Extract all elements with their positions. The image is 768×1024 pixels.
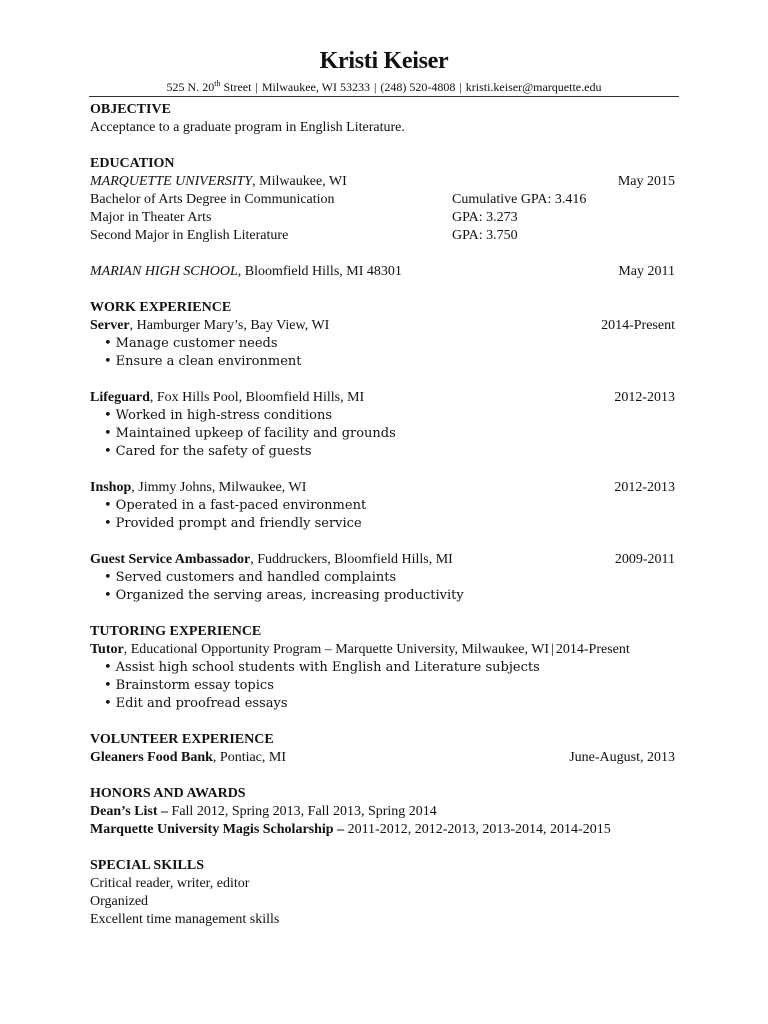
- list-item: • Organized the serving areas, increasing productivity: [104, 587, 675, 605]
- list-item: • Cared for the safety of guests: [104, 443, 675, 461]
- separator: |: [373, 80, 377, 94]
- degree: Bachelor of Arts Degree in Communication: [90, 192, 335, 207]
- list-item: • Brainstorm essay topics: [104, 677, 675, 695]
- job-date: 2014-Present: [601, 318, 675, 333]
- list-item: • Maintained upkeep of facility and grounds: [104, 425, 675, 443]
- job-duties: [90, 497, 675, 533]
- gpa: Cumulative GPA: 3.416: [452, 192, 587, 207]
- volunteer-section: [90, 731, 675, 767]
- job-place: , Educational Opportunity Program – Marquette University, Milwaukee, WI: [123, 642, 550, 657]
- list-item: • Manage customer needs: [104, 335, 675, 353]
- highschool-row: [90, 263, 675, 281]
- contact-line: [89, 76, 679, 97]
- objective-section: [90, 101, 675, 137]
- list-item: • Ensure a clean environment: [104, 353, 675, 371]
- job-place: , Fuddruckers, Bloomfield Hills, MI: [250, 552, 453, 567]
- job-entry: [90, 389, 675, 461]
- job-date: 2012-2013: [614, 480, 675, 495]
- graduation-date: May 2015: [617, 174, 675, 189]
- section-title: TUTORING EXPERIENCE: [90, 624, 262, 639]
- list-item: • Assist high school students with English and Literature subjects: [104, 659, 675, 677]
- major-row: [90, 209, 675, 227]
- gpa: GPA: 3.750: [452, 228, 518, 243]
- candidate-name: Kristi Keiser: [319, 48, 449, 74]
- job-place: , Fox Hills Pool, Bloomfield Hills, MI: [149, 390, 365, 405]
- skill-item: Critical reader, writer, editor: [90, 876, 250, 891]
- tutor-entry: [90, 641, 675, 659]
- list-item: • Worked in high-stress conditions: [104, 407, 675, 425]
- volunteer-date: June-August, 2013: [569, 750, 675, 765]
- job-duties: [90, 407, 675, 461]
- university-row: [90, 173, 675, 191]
- separator: |: [459, 80, 462, 94]
- school-location: , Bloomfield Hills, MI 48301: [237, 264, 402, 279]
- job-role: Tutor: [90, 642, 124, 657]
- section-title: WORK EXPERIENCE: [90, 300, 232, 315]
- address: 525 N. 20th Street: [166, 79, 252, 94]
- resume-header: [0, 0, 768, 97]
- job-date: 2009-2011: [614, 552, 675, 567]
- school-name: MARIAN HIGH SCHOOL: [90, 264, 238, 279]
- honor-item: Marquette University Magis Scholarship – 2011-2012, 2012-2013, 2013-2014, 2014-2015: [90, 822, 611, 837]
- separator: |: [255, 80, 258, 94]
- objective-text: Acceptance to a graduate program in English Literature.: [90, 120, 405, 135]
- email: kristi.keiser@marquette.edu: [465, 80, 602, 94]
- volunteer-org: Gleaners Food Bank: [90, 750, 213, 765]
- job-role: Server: [90, 318, 130, 333]
- job-duties: [90, 659, 675, 713]
- job-role: Guest Service Ambassador: [90, 552, 251, 567]
- phone: (248) 520-4808: [380, 80, 456, 94]
- honors-section: [90, 785, 675, 839]
- section-title: EDUCATION: [90, 156, 175, 171]
- school-location: , Milwaukee, WI: [252, 174, 347, 189]
- job-duties: [90, 569, 675, 605]
- school-name: MARQUETTE UNIVERSITY: [90, 174, 253, 189]
- job-date: 2014-Present: [555, 642, 630, 657]
- honor-item: Dean’s List – Fall 2012, Spring 2013, Fall 2013, Spring 2014: [90, 804, 437, 819]
- list-item: • Provided prompt and friendly service: [104, 515, 675, 533]
- volunteer-place: , Pontiac, MI: [212, 750, 287, 765]
- second-major: Second Major in English Literature: [90, 228, 289, 243]
- section-title: HONORS AND AWARDS: [90, 786, 246, 801]
- job-role: Lifeguard: [90, 390, 150, 405]
- major: Major in Theater Arts: [90, 210, 212, 225]
- list-item: • Operated in a fast-paced environment: [104, 497, 675, 515]
- skills-section: [90, 857, 675, 929]
- section-title: OBJECTIVE: [90, 102, 171, 117]
- job-entry: [90, 317, 675, 371]
- section-title: SPECIAL SKILLS: [90, 858, 204, 873]
- job-role: Inshop: [90, 480, 132, 495]
- section-title: VOLUNTEER EXPERIENCE: [90, 732, 274, 747]
- second-major-row: [90, 227, 675, 245]
- city: Milwaukee, WI 53233: [261, 80, 370, 94]
- gpa: GPA: 3.273: [452, 210, 518, 225]
- skill-item: Organized: [90, 894, 149, 909]
- job-duties: [90, 335, 675, 371]
- resume-body: [90, 101, 675, 947]
- skill-item: Excellent time management skills: [90, 912, 280, 927]
- tutoring-section: [90, 623, 675, 713]
- list-item: • Edit and proofread essays: [104, 695, 675, 713]
- education-section: [90, 155, 675, 281]
- job-place: , Jimmy Johns, Milwaukee, WI: [131, 480, 307, 495]
- separator: |: [551, 642, 554, 657]
- graduation-date: May 2011: [618, 264, 675, 279]
- job-date: 2012-2013: [614, 390, 675, 405]
- job-place: , Hamburger Mary’s, Bay View, WI: [129, 318, 330, 333]
- list-item: • Served customers and handled complaints: [104, 569, 675, 587]
- job-entry: [90, 551, 675, 605]
- job-entry: [90, 479, 675, 533]
- degree-row: [90, 191, 675, 209]
- work-section: [90, 299, 675, 605]
